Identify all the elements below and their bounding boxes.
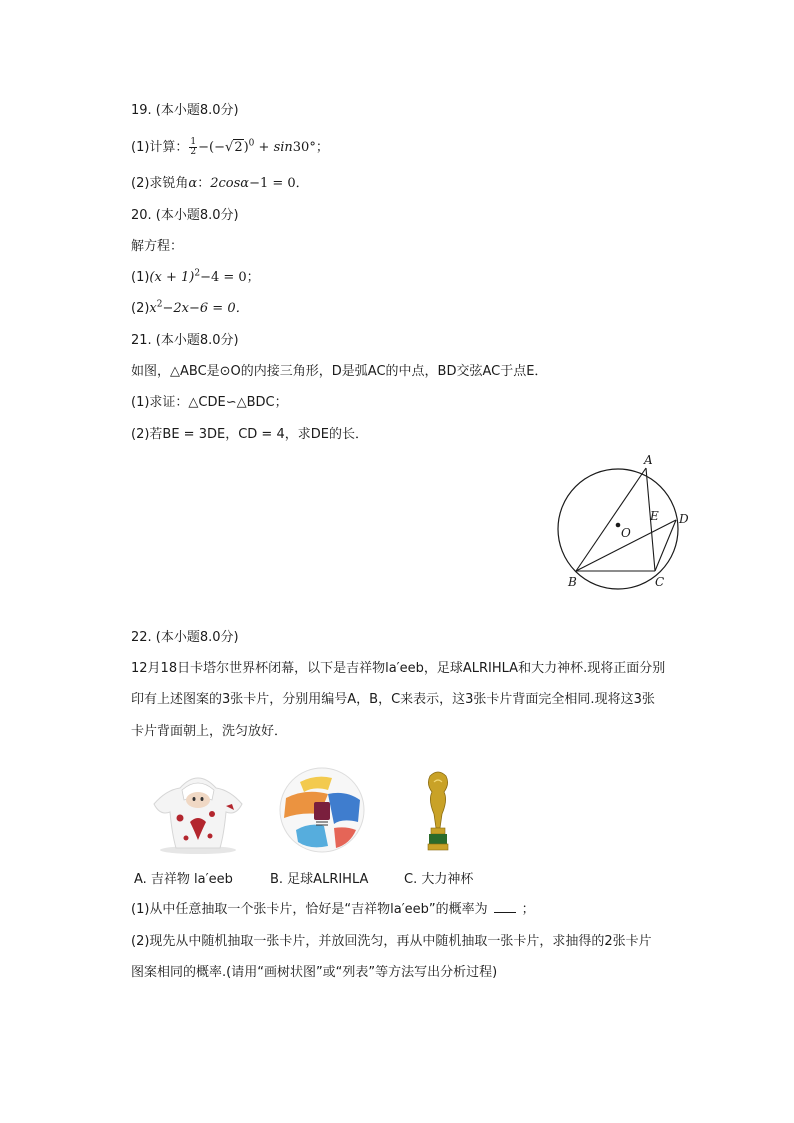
q21-stem: 如图，△ABC是⊙O的内接三角形，D是弧AC的中点，BD交弦AC于点E．	[131, 364, 548, 379]
segment-ab	[576, 468, 646, 571]
label-d: D	[679, 512, 689, 526]
label-b: B	[568, 575, 577, 589]
q19-part2-label: (2)求锐角	[131, 176, 189, 191]
label-a: A	[644, 453, 653, 467]
caption-b: B. 足球ALRIHLA	[270, 872, 369, 887]
q19-part2	[131, 174, 309, 194]
q20-part2-base: x	[149, 301, 157, 316]
ball-alrihla-image	[276, 764, 368, 856]
segment-cd	[655, 520, 676, 571]
q19-exponent: 0	[248, 138, 255, 149]
caption-a: A. 吉祥物 la′eeb	[134, 872, 233, 887]
caption-c: C. 大力神杯	[404, 872, 474, 887]
q20-part2-rest: −2x−6 = 0．	[162, 301, 249, 316]
fraction-denominator: 2	[190, 147, 197, 157]
q21-part2: (2)若BE = 3DE，CD = 4，求DE的长．	[131, 427, 368, 442]
q19-part1: (1)计算： $\frac{1}{2}$ $-(-√2)^0 + \sin 30^\circ$；	[131, 137, 329, 157]
label-o: O	[621, 526, 631, 540]
q19-close: )	[243, 140, 249, 155]
q22-part1-end: ；	[521, 902, 535, 917]
q19-sin: sin	[273, 140, 293, 155]
q22-stem-line2: 印有上述图案的3张卡片，分别用编号A，B，C来表示，这3张卡片背面完全相同.现将这3张	[131, 692, 655, 707]
q20-part1-rest: −4 = 0；	[200, 270, 260, 285]
q19-plus: +	[254, 140, 274, 155]
label-c: C	[655, 575, 665, 589]
q20-part2-exp: 2	[156, 299, 163, 310]
label-e: E	[650, 509, 659, 523]
center-point	[616, 523, 621, 528]
q19-minus-open: −(−	[198, 140, 226, 155]
q20-part1-label: (1)	[131, 270, 150, 285]
q20-part1-base: (x + 1)	[149, 270, 195, 285]
q22-part1-text: (1)从中任意抽取一个张卡片，恰好是“吉祥物la′eeb”的概率为	[131, 902, 488, 917]
q21-part1: (1)求证：△CDE∽△BDC；	[131, 395, 288, 410]
q22-header: 22. (本小题8.0分)	[131, 630, 239, 645]
q22-part2-line1: (2)现先从中随机抽取一张卡片，并放回洗匀，再从中随机抽取一张卡片，求抽得的2张卡片	[131, 934, 652, 949]
q19-cos-expr: 2cosα	[210, 176, 250, 191]
q19-header: 19. (本小题8.0分)	[131, 103, 239, 118]
q19-angle: 30°；	[292, 140, 329, 155]
q20-intro: 解方程：	[131, 239, 184, 254]
q22-stem-line1: 12月18日卡塔尔世界杯闭幕，以下是吉祥物la′eeb，足球ALRIHLA和大力神杯.现将正面分别	[131, 661, 666, 676]
trophy-image	[418, 770, 458, 856]
q22-part1	[131, 900, 535, 920]
q19-fraction	[189, 138, 197, 157]
fraction-numerator: 1	[190, 137, 197, 147]
q20-part2	[131, 299, 249, 319]
q20-part2-label: (2)	[131, 301, 150, 316]
answer-blank[interactable]	[494, 900, 516, 913]
q19-alpha: α	[188, 176, 198, 191]
q19-colon: ：	[197, 176, 211, 191]
q20-part1	[131, 268, 260, 288]
mascot-laeeb-image	[150, 764, 246, 856]
q19-part1-label: (1)计算：	[131, 140, 189, 155]
q20-header: 20. (本小题8.0分)	[131, 208, 239, 223]
q22-part2-line2: 图案相同的概率.(请用“画树状图”或“列表”等方法写出分析过程)	[131, 965, 498, 980]
q20-part1-exp: 2	[194, 268, 201, 279]
q19-rest: −1 = 0．	[249, 176, 309, 191]
circle-geometry-figure	[548, 448, 708, 593]
q21-header: 21. (本小题8.0分)	[131, 333, 239, 348]
q19-sqrt-radicand: 2	[234, 140, 243, 155]
q22-stem-line3: 卡片背面朝上，洗匀放好．	[131, 724, 288, 739]
